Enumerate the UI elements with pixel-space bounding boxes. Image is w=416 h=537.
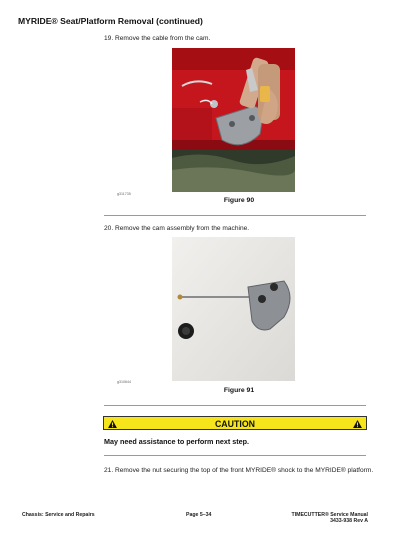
footer-manual-info — [292, 512, 368, 525]
figure-90-caption: Figure 90 — [223, 197, 255, 204]
step-19-text: 19. Remove the cable from the cam. — [104, 35, 211, 42]
cam-assembly-photo-illustration — [172, 237, 295, 381]
figure-90-photo — [172, 48, 295, 192]
step-20-text: 20. Remove the cam assembly from the machine. — [104, 225, 250, 232]
figure-91-code: g310644 — [117, 380, 131, 384]
figure-91-photo — [172, 237, 295, 381]
footer-manual-title: TIMECUTTER® Service Manual — [291, 512, 368, 518]
footer-page-number: Page 5–34 — [186, 512, 212, 518]
section-title: MYRIDE® Seat/Platform Removal (continued) — [18, 16, 203, 26]
caution-banner — [103, 416, 367, 430]
divider — [104, 455, 366, 456]
cable-cam-photo-illustration — [172, 48, 295, 192]
warning-triangle-icon — [353, 420, 362, 428]
step-21-text: 21. Remove the nut securing the top of the front MYRIDE® shock to the MYRIDE® platform. — [104, 467, 374, 474]
figure-91-caption: Figure 91 — [223, 387, 255, 394]
footer-section-name: Chassis: Service and Repairs — [22, 512, 95, 518]
footer-manual-revision: 3433-938 Rev A — [330, 518, 368, 525]
caution-label: CAUTION — [214, 419, 256, 429]
divider — [104, 215, 366, 216]
caution-message: May need assistance to perform next step. — [104, 437, 249, 446]
divider — [104, 405, 366, 406]
figure-90-code: g311735 — [117, 192, 131, 196]
